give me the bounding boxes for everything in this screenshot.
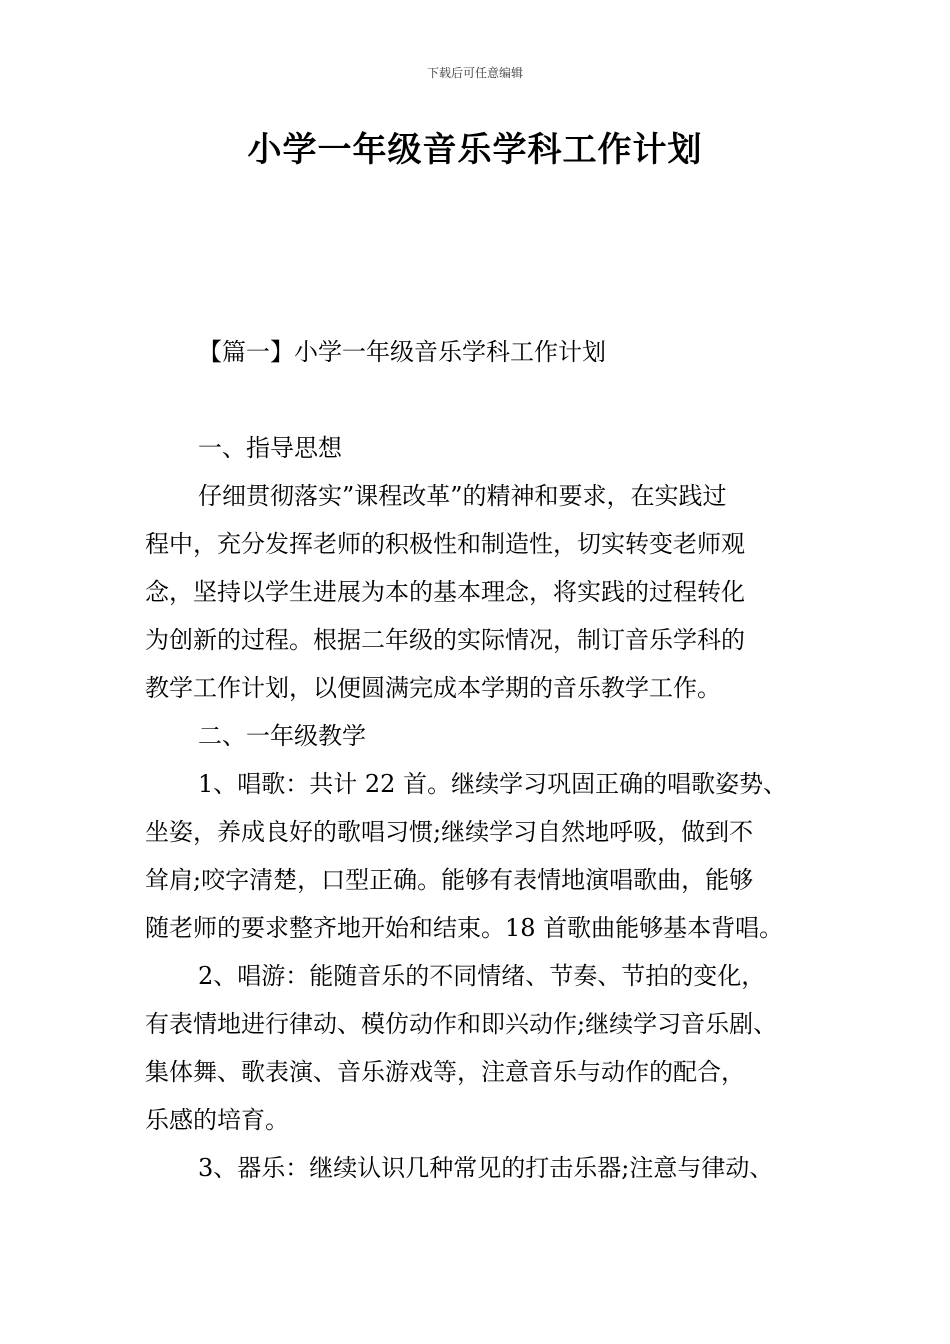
paragraph-instruments [145,1144,825,1192]
paragraph-line: 仔细贯彻落实”课程改革”的精神和要求，在实践过 [198,482,727,510]
document-body [145,328,825,1192]
section-heading-guiding-ideology: 一、指导思想 [198,434,342,462]
paragraph-line: 教学工作计划，以便圆满完成本学期的音乐教学工作。 [145,674,721,702]
paragraph-singing [145,760,825,952]
paragraph-line: 乐感的培育。 [145,1106,289,1134]
paragraph-guiding-ideology [145,472,825,712]
paragraph-line: 1、唱歌：共计 22 首。继续学习巩固正确的唱歌姿势、 [198,770,788,798]
paragraph-line: 随老师的要求整齐地开始和结束。18 首歌曲能够基本背唱。 [145,914,784,942]
document-title: 小学一年级音乐学科工作计划 [247,130,703,170]
paragraph-line: 耸肩;咬字清楚，口型正确。能够有表情地演唱歌曲，能够 [145,866,754,894]
paragraph-line: 坐姿，养成良好的歌唱习惯;继续学习自然地呼吸，做到不 [145,818,754,846]
header-note: 下载后可任意编辑 [426,66,523,80]
section-heading-grade-one-teaching: 二、一年级教学 [198,722,366,750]
paragraph-line: 2、唱游：能随音乐的不同情绪、节奏、节拍的变化， [198,962,766,990]
paragraph-line: 集体舞、歌表演、音乐游戏等，注意音乐与动作的配合， [145,1058,745,1086]
paragraph-line: 念，坚持以学生进展为本的基本理念，将实践的过程转化 [145,578,745,606]
paragraph-line: 有表情地进行律动、模仿动作和即兴动作;继续学习音乐剧、 [145,1010,778,1038]
paragraph-line: 为创新的过程。根据二年级的实际情况，制订音乐学科的 [145,626,745,654]
paragraph-line: 3、器乐：继续认识几种常见的打击乐器;注意与律动、 [198,1154,774,1182]
paragraph-sing-and-play [145,952,825,1144]
article-subtitle: 【篇一】小学一年级音乐学科工作计划 [198,338,606,366]
paragraph-line: 程中，充分发挥老师的积极性和制造性，切实转变老师观 [145,530,745,558]
